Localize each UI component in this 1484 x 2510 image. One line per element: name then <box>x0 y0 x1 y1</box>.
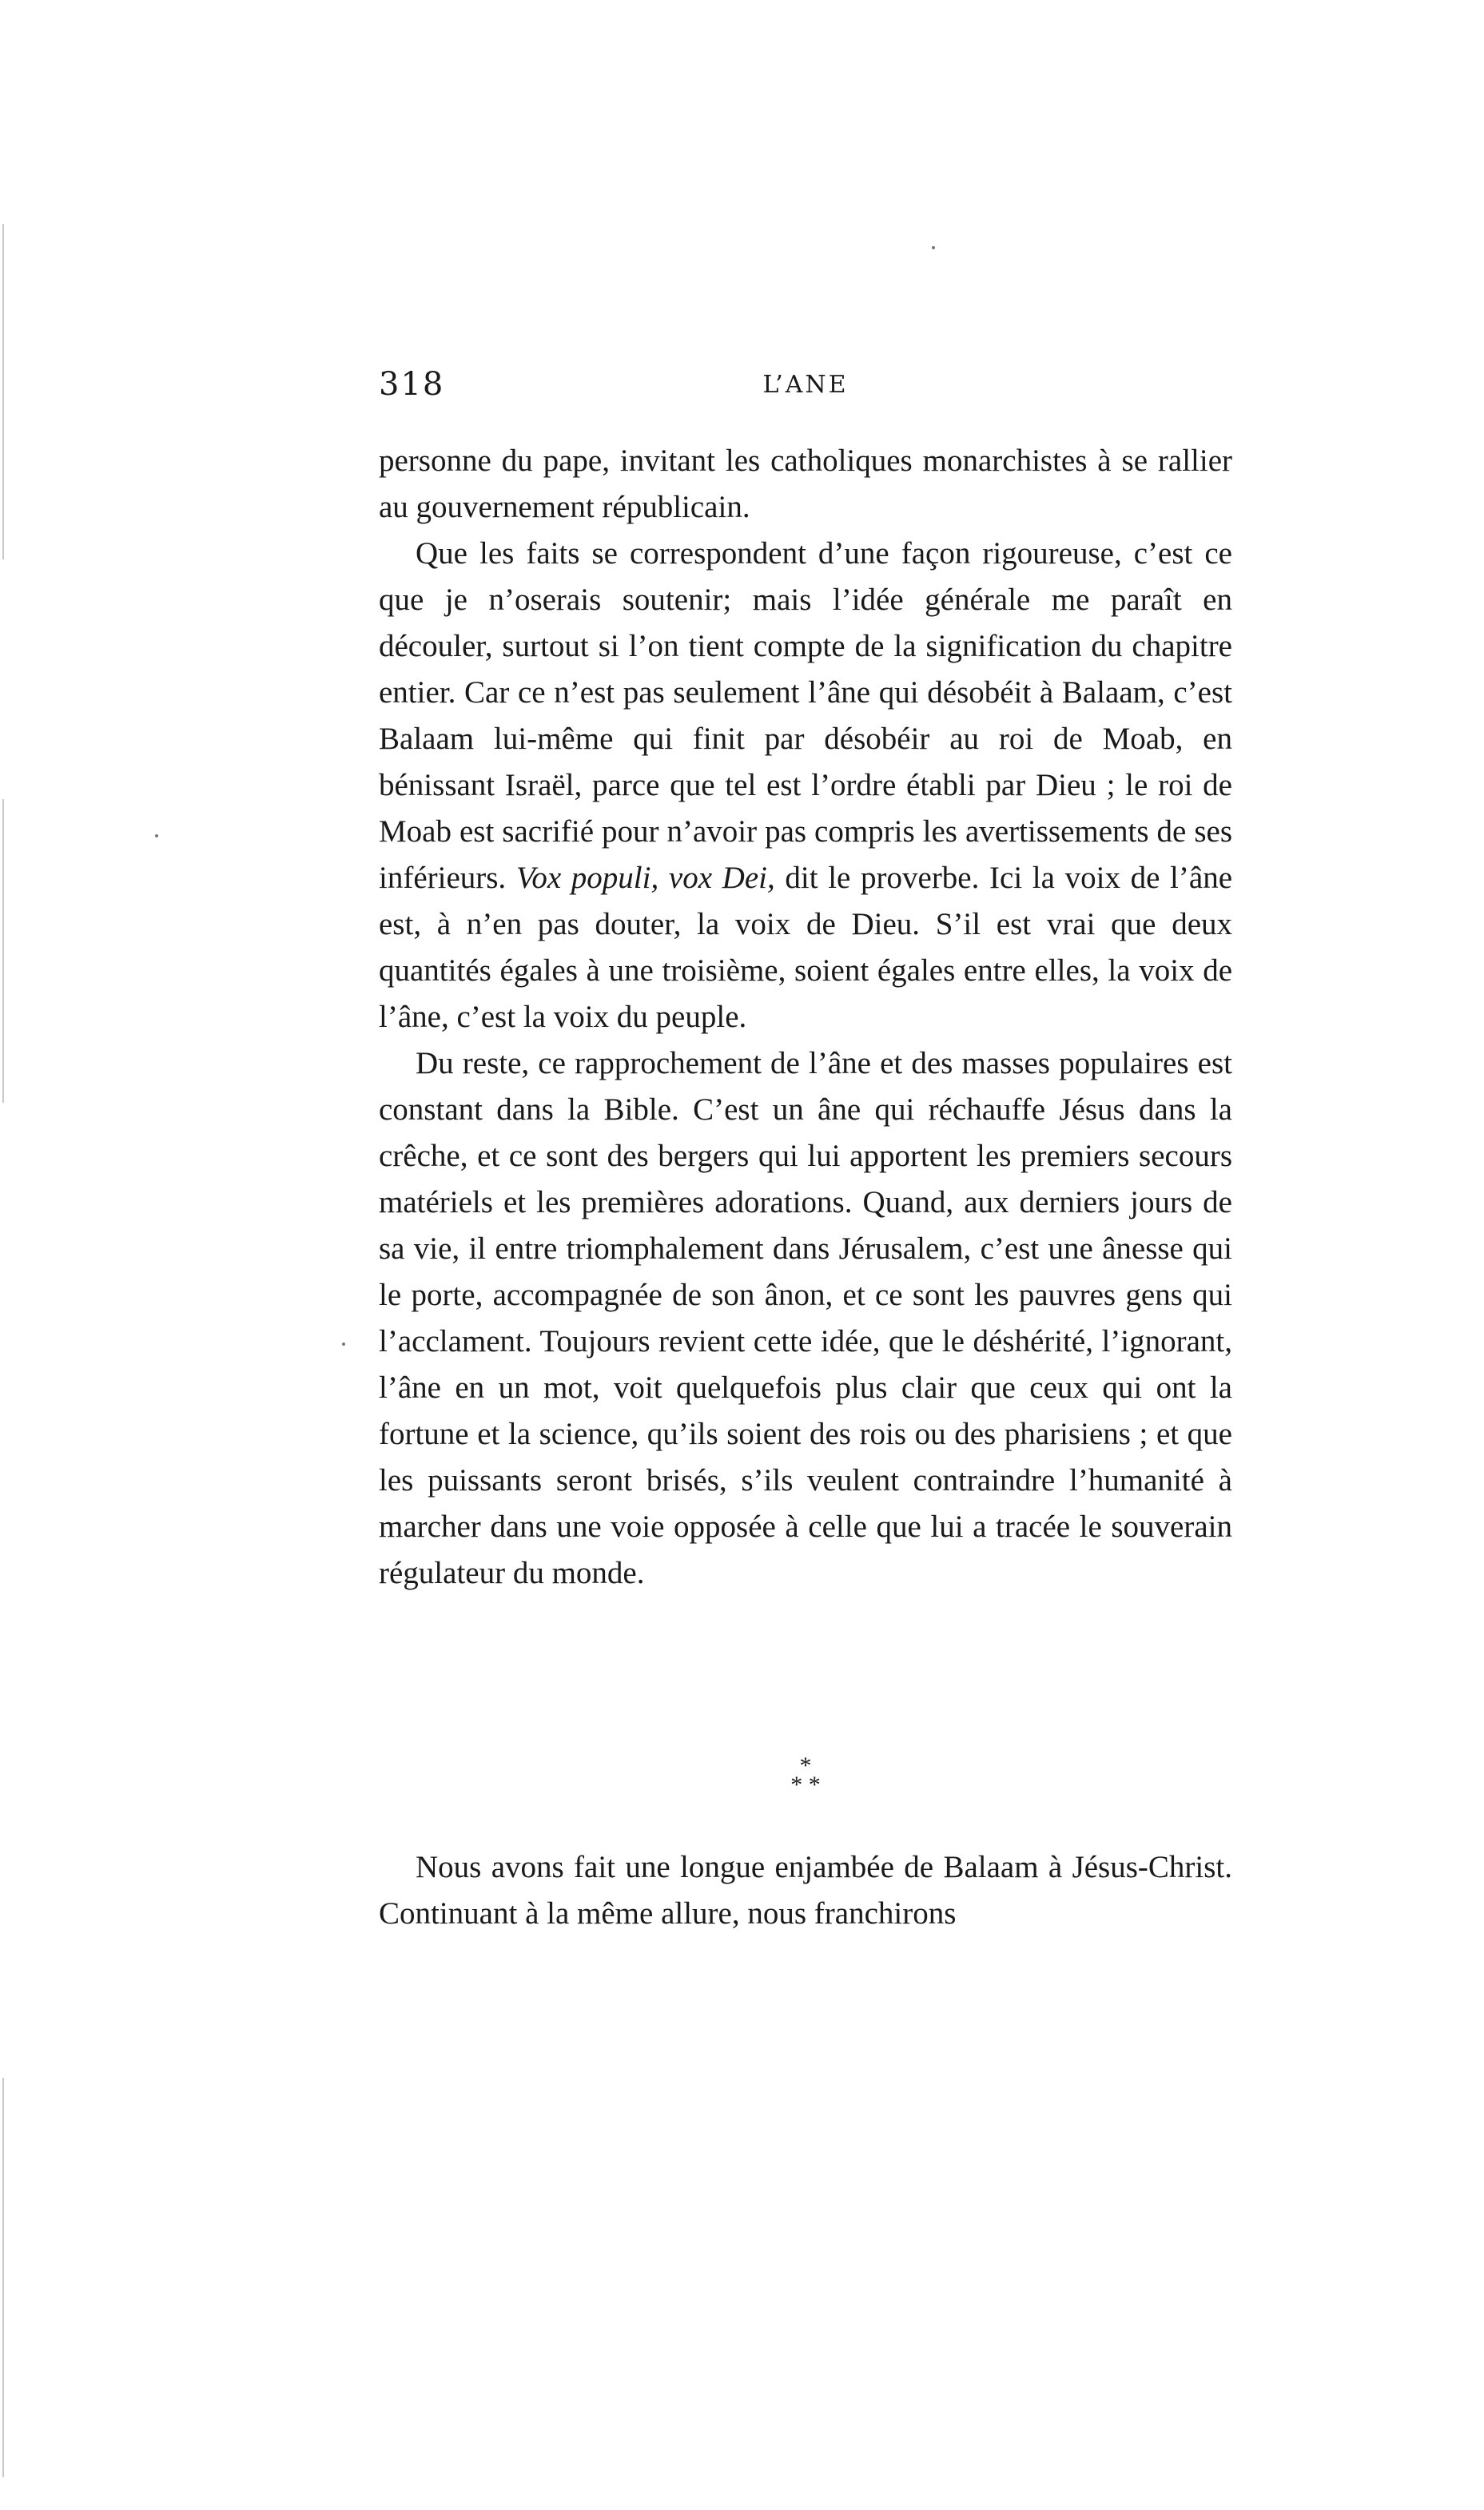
main-text <box>379 438 1232 1597</box>
latin-quote: Vox populi, vox Dei, <box>515 861 775 895</box>
scan-edge-mark <box>2 799 4 1103</box>
paragraph <box>379 531 1232 1040</box>
scan-speck <box>342 1343 345 1346</box>
asterism-top: * <box>799 1752 812 1779</box>
asterism-bottom: * * <box>790 1772 821 1798</box>
scan-speck <box>155 834 158 837</box>
page-header <box>379 366 1232 414</box>
paragraph: Du reste, ce rapprochement de l’âne et des masses populaires est constant dans la Bible. C’est un âne qui réchauffe Jésus dans la crêche, et ce sont des bergers qui lui apportent les premiers secours matériels et les premières adorations. Quand, aux derniers jours de sa vie, il entre triomphalement dans Jérusalem, c’est une ânesse qui le porte, accompagnée de son ânon, et ce sont les pauvres gens qui l’acclament. Toujours revient cette idée, que le déshérité, l’ignorant, l’âne en un mot, voit quelquefois plus clair que ceux qui ont la fortune et la science, qu’ils soient des rois ou des pharisiens ; et que les puissants seront brisés, s’ils veulent contraindre l’humanité à marcher dans une voie opposée à celle que lui a tracée le souverain régulateur du monde. <box>379 1046 1232 1590</box>
page-number: 318 <box>379 366 445 403</box>
section-break-asterism <box>379 1752 1232 1798</box>
paragraph-continued: personne du pape, invitant les catholiques monarchistes à se rallier au gouvernement républicain. <box>379 444 1232 524</box>
running-title: L’ANE <box>762 371 849 399</box>
paragraph-text: Que les faits se correspondent d’une façon rigoureuse, c’est ce que je n’oserais soutenir; mais l’idée générale me paraît en découler, surtout si l’on tient compte de la signification du chapitre entier. Car ce n’est pas seulement l’âne qui désobéit à Balaam, c’est Balaam lui-même qui finit par désobéir au roi de Moab, en bénissant Israël, parce que tel est l’ordre établi par Dieu ; le roi de Moab est sacrifié pour n’avoir pas compris les avertissements de ses inférieurs. <box>379 536 1232 895</box>
paragraph: Nous avons fait une longue enjambée de Balaam à Jésus-Christ. Continuant à la même allure, nous franchirons <box>379 1850 1232 1931</box>
section-text <box>379 1844 1232 1937</box>
scan-edge-mark <box>2 224 4 559</box>
scan-edge-mark <box>2 2078 4 2477</box>
scan-speck <box>932 246 935 249</box>
paragraph-text: dit le proverbe. Ici la voix de l’âne est, à n’en pas douter, la voix de Dieu. S’il est vrai que deux quantités égales à une troisième, soient égales entre elles, la voix de l’âne, c’est la voix du peuple. <box>379 861 1233 1034</box>
